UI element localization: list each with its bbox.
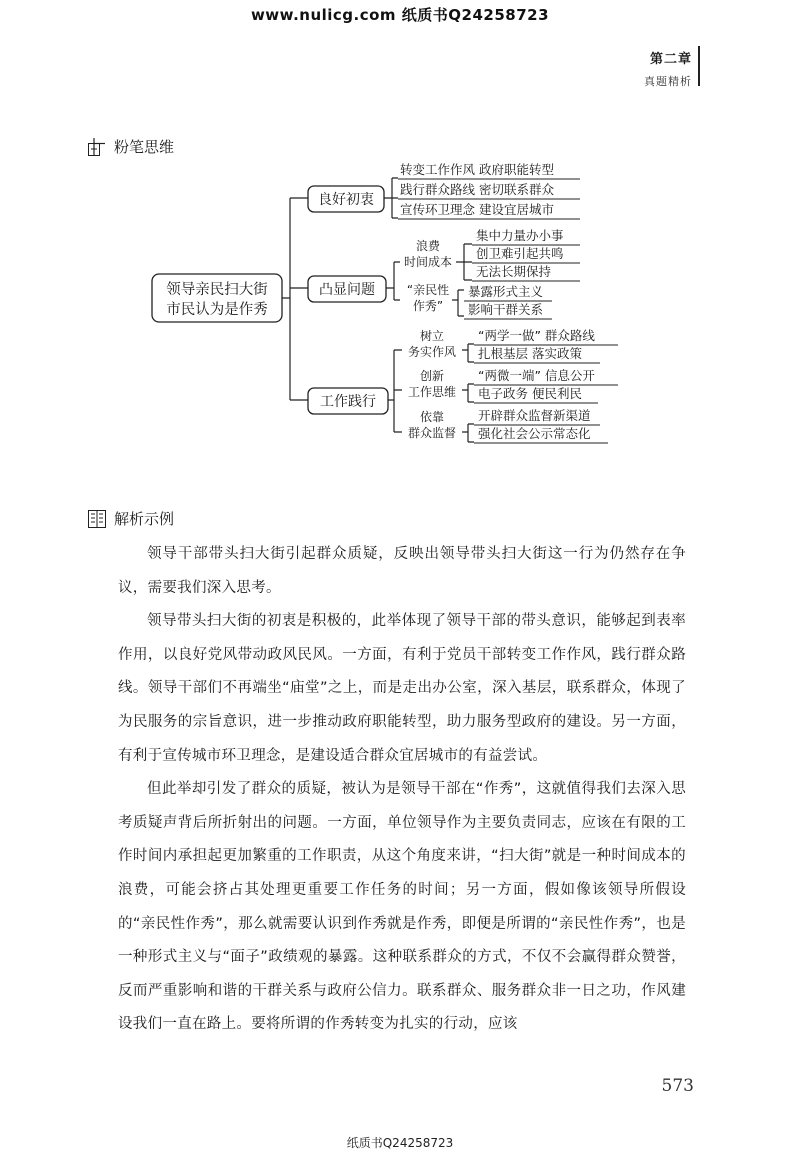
- mindmap-diagram: [0, 0, 800, 470]
- group-practical-connector: [462, 344, 474, 362]
- paragraph: 领导带头扫大街的初衷是积极的，此举体现了领导干部的带头意识，能够起到表率作用，以良好党风带动政风民风。一方面，有利于党员干部转变工作作风，践行群众路线。领导干部们不再端坐“庙堂”之上，而是走出办公室，深入基层，联系群众，体现了为民服务的宗旨意识，进一步推动政府职能转型，助力服务型政府的建设。另一方面，有利于宣传城市环卫理念，是建设适合群众宜居城市的有益尝试。: [118, 613, 686, 764]
- branch-good-intention-label: 良好初衷: [318, 192, 374, 208]
- branch-problem-label: 凸显问题: [319, 282, 375, 298]
- group-waste-connector: [456, 244, 472, 280]
- leaf-show-2: 影响干群关系: [468, 302, 544, 317]
- mindmap-title: 粉笔思维: [114, 138, 175, 156]
- leaf-good-3: 宣传环卫理念 建设宜居城市: [400, 202, 554, 217]
- leaf-practical-1: “两学一做” 群众路线: [478, 328, 595, 343]
- leaf-practical-2: 扎根基层 落实政策: [478, 346, 582, 361]
- group-supervise-line2: 群众监督: [407, 426, 457, 440]
- leaf-innovate-2: 电子政务 便民利民: [478, 386, 582, 401]
- leaf-waste-1: 集中力量办小事: [476, 228, 564, 243]
- leaf-waste-2: 创卫难引起共鸣: [476, 246, 564, 261]
- leaf-good-1: 转变工作作风 政府职能转型: [400, 162, 554, 177]
- leaf-waste-3: 无法长期保持: [476, 264, 552, 279]
- analysis-heading: [88, 508, 174, 529]
- leaf-show-1: 暴露形式主义: [468, 284, 544, 299]
- chapter-subtitle: 真题精析: [644, 75, 692, 88]
- group-innovate-line1: 创新: [419, 369, 445, 383]
- leaf-good-2: 践行群众路线 密切联系群众: [400, 182, 554, 197]
- branch-1-connector: [384, 178, 398, 218]
- paragraph: 但此举却引发了群众的质疑，被认为是领导干部在“作秀”，这就值得我们去深入思考质疑声背后所折射出的问题。一方面，单位领导作为主要负责同志，应该在有限的工作时间内承担起更加繁重的工作职责，从这个角度来讲，“扫大街”就是一种时间成本的浪费，可能会挤占其处理更重要工作任务的时间；另一方面，假如像该领导所假设的“亲民性作秀”，那么就需要认识到作秀就是作秀，即便是所谓的“亲民性作秀”，也是一种形式主义与“面子”政绩观的暴露。这种联系群众的方式，不仅不会赢得群众赞誉，反而严重影响和谐的干群关系与政府公信力。联系群众、服务群众非一日之功，作风建设我们一直在路上。要将所谓的作秀转变为扎实的行动，应该: [118, 781, 686, 1033]
- group-show-line2: 作秀”: [412, 299, 444, 313]
- group-innovate-connector: [462, 384, 474, 402]
- analysis-body: [118, 538, 686, 1042]
- group-practical-line2: 务实作风: [407, 345, 457, 359]
- group-waste-line1: 浪费: [415, 239, 441, 253]
- analysis-icon: [88, 510, 106, 528]
- analysis-title: 解析示例: [114, 510, 175, 528]
- leaf-supervise-1: 开辟群众监督新渠道: [478, 408, 591, 423]
- paragraph: 领导干部带头扫大街引起群众质疑，反映出领导带头扫大街这一行为仍然存在争议，需要我们深入思考。: [118, 546, 686, 596]
- root-node-line1: 领导亲民扫大街: [166, 282, 268, 298]
- leaf-innovate-1: “两微一端” 信息公开: [478, 368, 595, 383]
- branch-2-connector: [386, 262, 400, 300]
- group-supervise-line1: 依靠: [419, 410, 445, 424]
- group-practical-line1: 树立: [419, 329, 445, 343]
- group-show-line1: “亲民性: [406, 283, 450, 297]
- leaf-supervise-2: 强化社会公示常态化: [478, 426, 591, 441]
- root-node-line2: 市民认为是作秀: [166, 302, 268, 318]
- root-to-branches-connector: [282, 198, 308, 400]
- chapter-title: 第二章: [649, 52, 692, 67]
- group-innovate-line2: 工作思维: [407, 385, 457, 399]
- group-supervise-connector: [462, 424, 474, 442]
- group-show-connector: [452, 290, 464, 316]
- bottom-watermark: 纸质书Q24258723: [346, 1136, 454, 1150]
- top-watermark: www.nulicg.com 纸质书Q24258723: [250, 6, 550, 24]
- branch-3-connector: [388, 350, 402, 432]
- branch-practice-label: 工作践行: [320, 394, 376, 410]
- page-number: 573: [661, 1076, 694, 1096]
- group-waste-line2: 时间成本: [403, 255, 453, 269]
